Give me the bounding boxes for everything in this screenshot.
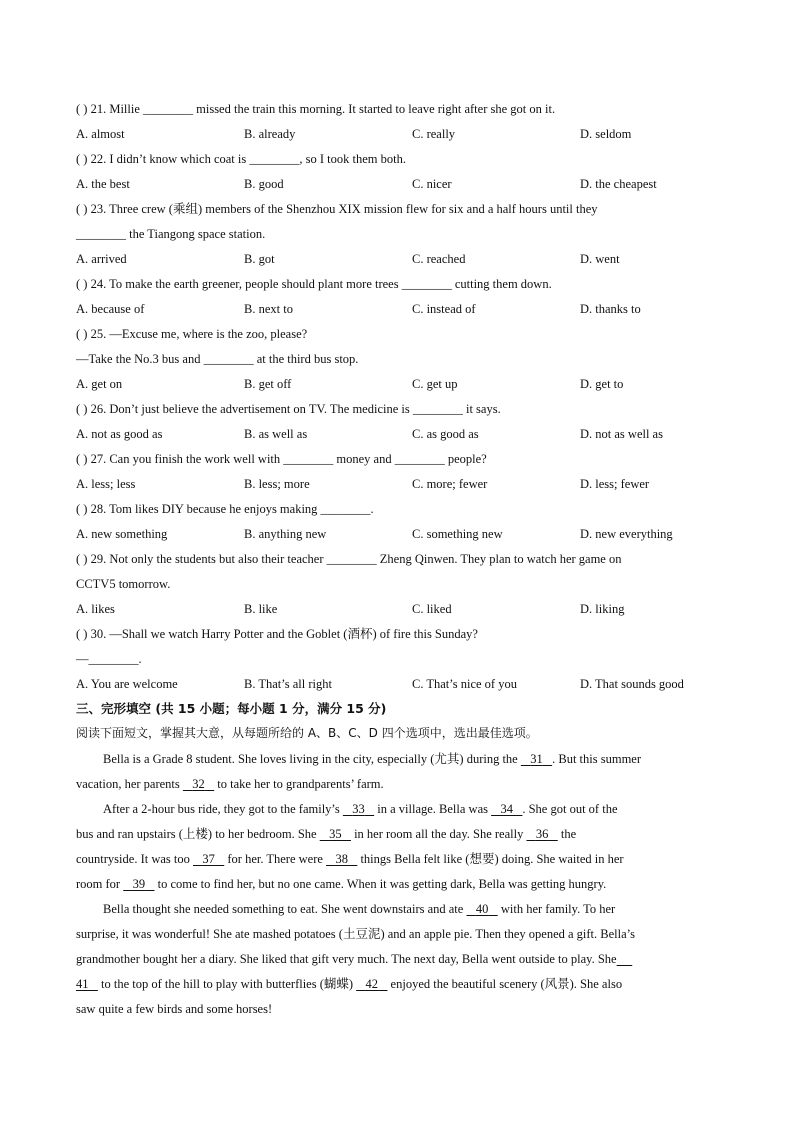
option-a[interactable]: A. get on [76,377,123,391]
option-b[interactable]: B. anything new [244,527,327,541]
question-23-options [76,252,736,267]
passage-line-6 [76,877,606,892]
blank-32[interactable] [183,777,214,791]
option-b[interactable]: B. got [244,252,275,266]
passage-text: Bella thought she needed something to eat. She went downstairs and ate [103,902,467,916]
option-c[interactable]: C. something new [412,527,503,541]
passage-text: After a 2-hour bus ride, they got to the family’s [103,802,343,816]
option-a[interactable]: A. arrived [76,252,127,266]
question-27-stem: ( ) 27. Can you finish the work well with ________ money and ________ people? [76,452,487,466]
passage-line-1 [76,752,641,767]
question-24-stem: ( ) 24. To make the earth greener, people should plant more trees ________ cutting them down. [76,277,552,291]
question-23-stem-cont: ________ the Tiangong space station. [76,227,266,241]
question-24-options [76,302,736,317]
option-b[interactable]: B. like [244,602,278,616]
blank-number: 42 [365,977,379,991]
blank-number: 41 [76,977,89,991]
question-30-stem: ( ) 30. —Shall we watch Harry Potter and the Goblet (酒杯) of fire this Sunday? [76,627,478,641]
passage-line-5 [76,852,624,867]
question-27-options [76,477,736,492]
passage-text: to take her to grandparents’ farm. [214,777,384,791]
passage-line-7 [76,902,615,917]
option-c[interactable]: C. That’s nice of you [412,677,517,691]
passage-line-10 [76,977,622,992]
question-26-stem: ( ) 26. Don’t just believe the advertisement on TV. The medicine is ________ it says. [76,402,501,416]
option-d[interactable]: D. get to [580,377,624,391]
passage-text: grandmother bought her a diary. She liked that gift very much. The next day, Bella went outside to play. She [76,952,617,966]
blank-number: 34 [500,802,513,816]
question-23-stem: ( ) 23. Three crew (乘组) members of the Shenzhou XIX mission flew for six and a half hours until they [76,202,598,216]
passage-text: for her. There were [224,852,327,866]
option-a[interactable]: A. not as good as [76,427,163,441]
option-d[interactable]: D. liking [580,602,625,616]
option-b[interactable]: B. good [244,177,284,191]
blank-38[interactable] [326,852,357,866]
passage-text: room for [76,877,124,891]
option-c[interactable]: C. instead of [412,302,476,316]
option-d[interactable]: D. the cheapest [580,177,657,191]
blank-number: 38 [335,852,348,866]
option-a[interactable]: A. likes [76,602,115,616]
option-d[interactable]: D. seldom [580,127,632,141]
option-b[interactable]: B. That’s all right [244,677,332,691]
blank-37[interactable] [193,852,224,866]
option-b[interactable]: B. less; more [244,477,310,491]
option-b[interactable]: B. already [244,127,296,141]
option-b[interactable]: B. as well as [244,427,308,441]
option-d[interactable]: D. less; fewer [580,477,650,491]
blank-31[interactable] [521,752,552,766]
blank-number: 32 [192,777,205,791]
blank-42[interactable] [356,977,387,991]
option-d[interactable]: D. thanks to [580,302,641,316]
blank-number: 40 [475,902,489,916]
passage-line-11: saw quite a few birds and some horses! [76,1002,273,1016]
option-c[interactable]: C. reached [412,252,466,266]
option-c[interactable]: C. get up [412,377,458,391]
passage-line-2 [76,777,384,792]
option-a[interactable]: A. the best [76,177,130,191]
option-a[interactable]: A. because of [76,302,145,316]
passage-text: enjoyed the beautiful scenery (风景). She also [387,977,623,991]
question-29-stem: ( ) 29. Not only the students but also their teacher ________ Zheng Qinwen. They plan to watch her game on [76,552,622,566]
passage-line-4 [76,827,576,842]
question-29-stem-cont: CCTV5 tomorrow. [76,577,171,591]
blank-39[interactable] [123,877,154,891]
section-title: 三、完形填空 (共 15 小题；每小题 1 分，满分 15 分) [76,701,387,716]
question-30-options [76,677,736,692]
passage-line-9 [76,952,632,967]
passage-text: the [557,827,577,841]
blank-40[interactable] [466,902,497,916]
blank-number: 35 [329,827,342,841]
question-21-stem: ( ) 21. Millie ________ missed the train this morning. It started to leave right after she got on it. [76,102,556,116]
blank-number: 36 [535,827,549,841]
passage-text: to come to find her, but no one came. When it was getting dark, Bella was getting hungry. [154,877,607,891]
blank-41-start[interactable] [617,952,633,966]
option-c[interactable]: C. liked [412,602,452,616]
option-a[interactable]: A. less; less [76,477,136,491]
passage-text: in a village. Bella was [374,802,492,816]
passage-text: bus and ran upstairs (上楼) to her bedroom. She [76,827,320,841]
option-b[interactable]: B. next to [244,302,293,316]
question-25-stem-cont: —Take the No.3 bus and ________ at the third bus stop. [76,352,359,366]
question-30-stem-cont: —________. [76,652,142,666]
question-22-stem: ( ) 22. I didn’t know which coat is ________, so I took them both. [76,152,406,166]
question-21-options [76,127,736,142]
question-26-options [76,427,736,442]
blank-35[interactable] [320,827,351,841]
question-29-options [76,602,736,617]
blank-34[interactable] [491,802,522,816]
option-d[interactable]: D. new everything [580,527,673,541]
question-25-stem: ( ) 25. —Excuse me, where is the zoo, please? [76,327,308,341]
blank-36[interactable] [526,827,557,841]
passage-text: things Bella felt like (想要) doing. She waited in her [357,852,624,866]
passage-text: . She got out of the [522,802,618,816]
option-d[interactable]: D. went [580,252,620,266]
passage-text: Bella is a Grade 8 student. She loves living in the city, especially (尤其) during the [103,752,521,766]
section-instruction: 阅读下面短文，掌握其大意，从每题所给的 A、B、C、D 四个选项中，选出最佳选项。 [76,726,538,740]
option-c[interactable]: C. really [412,127,456,141]
passage-line-8: surprise, it was wonderful! She ate mashed potatoes (土豆泥) and an apple pie. Then they opened a gift. Bella’s [76,927,635,941]
option-b[interactable]: B. get off [244,377,292,391]
option-c[interactable]: C. as good as [412,427,479,441]
blank-41[interactable] [76,977,98,991]
question-22-options [76,177,736,192]
option-d[interactable]: D. That sounds good [580,677,684,691]
option-c[interactable]: C. more; fewer [412,477,488,491]
option-a[interactable]: A. You are welcome [76,677,178,691]
question-28-options [76,527,736,542]
option-a[interactable]: A. almost [76,127,125,141]
passage-text: in her room all the day. She really [350,827,527,841]
passage-text: countryside. It was too [76,852,193,866]
blank-number: 33 [352,802,365,816]
option-c[interactable]: C. nicer [412,177,452,191]
passage-text: vacation, her parents [76,777,183,791]
passage-text: with her family. To her [497,902,616,916]
option-a[interactable]: A. new something [76,527,168,541]
blank-number: 37 [202,852,215,866]
question-28-stem: ( ) 28. Tom likes DIY because he enjoys making ________. [76,502,374,516]
blank-number: 31 [530,752,543,766]
blank-33[interactable] [343,802,374,816]
blank-number: 39 [132,877,146,891]
passage-text: to the top of the hill to play with butterflies (蝴蝶) [97,977,357,991]
option-d[interactable]: D. not as well as [580,427,663,441]
question-25-options [76,377,736,392]
passage-line-3 [76,802,618,817]
passage-text: . But this summer [552,752,642,766]
